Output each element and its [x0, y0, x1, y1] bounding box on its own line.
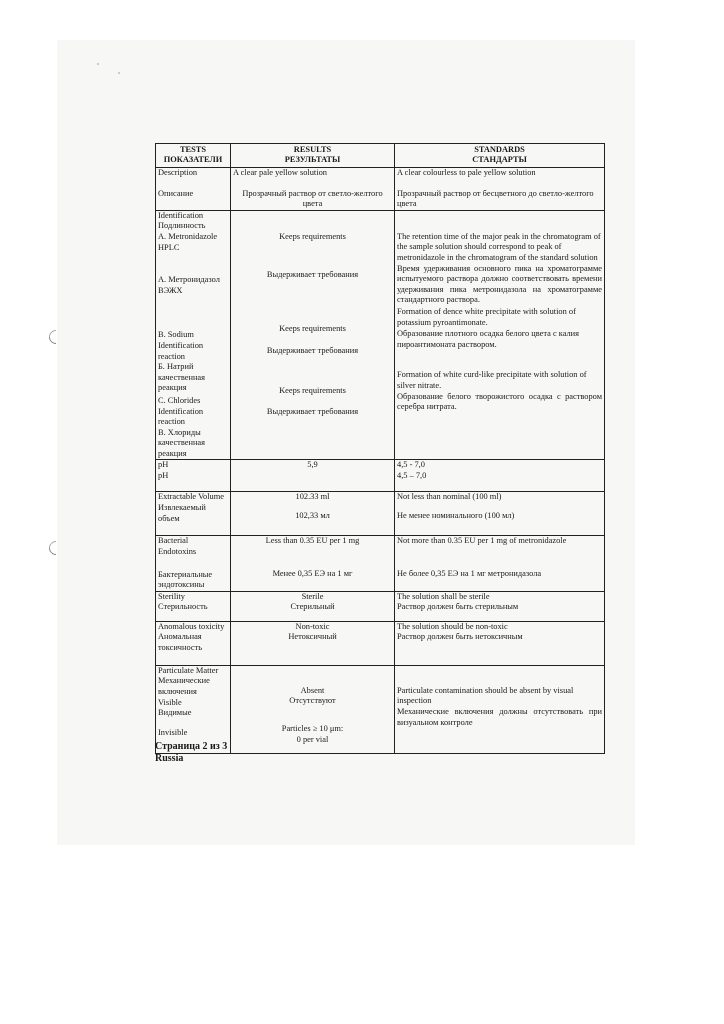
test-cell: Bacterial Endotoxins Бактериальные эндотоксины: [156, 536, 231, 591]
result-cell: 102.33 ml 102,33 мл: [231, 492, 395, 536]
row-description: [156, 168, 605, 211]
standard-cell: Not more than 0.35 EU per 1 mg of metronidazole Не более 0,35 ЕЭ на 1 мг метронидазола: [395, 536, 605, 591]
header-standards: STANDARDS СТАНДАРТЫ: [395, 144, 605, 168]
scan-speck: [118, 72, 120, 74]
standard-cell: 4,5 - 7,0 4,5 – 7,0: [395, 460, 605, 492]
header-tests: TESTS ПОКАЗАТЕЛИ: [156, 144, 231, 168]
scan-speck: [97, 63, 99, 65]
header-row: [156, 144, 605, 168]
standard-cell: Particulate contamination should be absent by visual inspection Механические включения должны отсутствовать при визуальном контроле: [395, 665, 605, 753]
test-cell: Particulate Matter Механические включения Visible Видимые Invisible: [156, 665, 231, 753]
test-cell: Anomalous toxicity Аномальная токсичность: [156, 621, 231, 665]
specification-table: [155, 143, 605, 754]
row-bacterial-endotoxins: [156, 536, 605, 591]
result-cell: 5,9: [231, 460, 395, 492]
standard-cell: The retention time of the major peak in the chromatogram of the sample solution should correspond to peak of metronidazole in the chromatogram of the standard solution Время удерживания основного пика на хроматограмме испытуемого раствора должно соответствовать времени удерживания пика метронидазола на хроматограмме стандартного раствора. Formation of dence white precipitate with solution of potassium pyroantimonate. Образование плотного осадка белого цвета с калия пироантимоната раствором. Formation of white curd-like precipitate with solution of silver nitrate. Образование белого творожистого осадка с раствором серебра нитрата.: [395, 210, 605, 460]
test-cell: Description Описание: [156, 168, 231, 211]
result-cell: Non-toxic Нетоксичный: [231, 621, 395, 665]
standard-cell: The solution shall be sterile Раствор должен быть стерильным: [395, 591, 605, 621]
result-cell: Absent Отсутствуют Particles ≥ 10 μm: 0 per vial: [231, 665, 395, 753]
test-cell: pH pH: [156, 460, 231, 492]
row-identification: [156, 210, 605, 460]
page-number: Страница 2 из 3: [155, 741, 228, 752]
row-ph: [156, 460, 605, 492]
result-cell: Sterile Стерильный: [231, 591, 395, 621]
result-cell: A clear pale yellow solution Прозрачный раствор от светло-желтого цвета: [231, 168, 395, 211]
result-cell: Less than 0.35 EU per 1 mg Менее 0,35 ЕЭ на 1 мг: [231, 536, 395, 591]
row-extractable-volume: [156, 492, 605, 536]
header-results: RESULTS РЕЗУЛЬТАТЫ: [231, 144, 395, 168]
test-cell: Extractable Volume Извлекаемый объем: [156, 492, 231, 536]
standard-cell: Not less than nominal (100 ml) Не менее номинального (100 мл): [395, 492, 605, 536]
test-cell: Sterility Стерильность: [156, 591, 231, 621]
page-footer: [155, 741, 227, 765]
row-anomalous-toxicity: [156, 621, 605, 665]
row-sterility: [156, 591, 605, 621]
test-cell: Identification Подлинность A. Metronidazole HPLC А. Метронидазол ВЭЖХ B. Sodium Identification reaction Б. Натрий качественная реакция C. Chlorides Identification reaction В. Хлориды качественная реакция: [156, 210, 231, 460]
standard-cell: A clear colourless to pale yellow solution Прозрачный раствор от бесцветного до светло-желтого цвета: [395, 168, 605, 211]
country-label: Russia: [155, 753, 184, 764]
standard-cell: The solution should be non-toxic Раствор должен быть нетоксичным: [395, 621, 605, 665]
result-cell: Keeps requirements Выдерживает требования Keeps requirements Выдерживает требования Keeps requirements Выдерживает требования: [231, 210, 395, 460]
